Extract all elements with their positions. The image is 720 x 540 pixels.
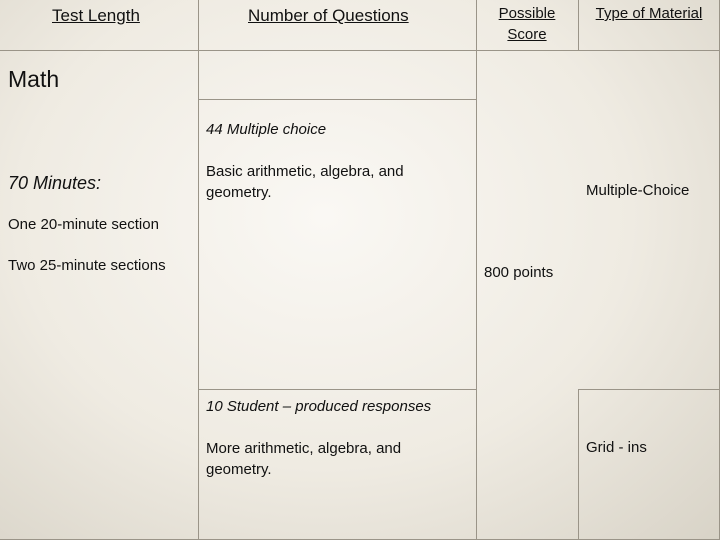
header-type-of-material: Type of Material (595, 5, 703, 22)
section-part-one: One 20-minute section (8, 216, 159, 233)
header-test-length: Test Length (52, 6, 140, 25)
col-divider-1 (198, 0, 199, 540)
material-multiple-choice: Multiple-Choice (586, 182, 690, 199)
row-divider-sections (198, 389, 476, 390)
header-possible-score-line1: Possible (498, 5, 556, 22)
question-desc-multiple-choice-line2: geometry. (206, 184, 272, 201)
question-desc-multiple-choice-line1: Basic arithmetic, algebra, and (206, 163, 404, 180)
material-grid-ins: Grid - ins (586, 439, 647, 456)
row-divider-header (0, 50, 720, 51)
possible-score-value: 800 points (484, 264, 554, 281)
col-divider-2 (476, 0, 477, 540)
col-divider-3-lower (578, 389, 579, 540)
question-count-multiple-choice: 44 Multiple choice (206, 121, 327, 138)
question-count-student-produced: 10 Student – produced responses (206, 398, 432, 415)
header-number-of-questions: Number of Questions (248, 6, 409, 25)
section-part-two: Two 25-minute sections (8, 257, 166, 274)
section-title: Math (8, 66, 60, 92)
header-possible-score-line2: Score (507, 26, 547, 43)
question-desc-student-produced-line1: More arithmetic, algebra, and (206, 440, 402, 457)
row-divider-material (578, 389, 720, 390)
question-desc-student-produced-line2: geometry. (206, 461, 272, 478)
section-time: 70 Minutes: (8, 173, 102, 193)
row-divider-math (198, 99, 476, 100)
